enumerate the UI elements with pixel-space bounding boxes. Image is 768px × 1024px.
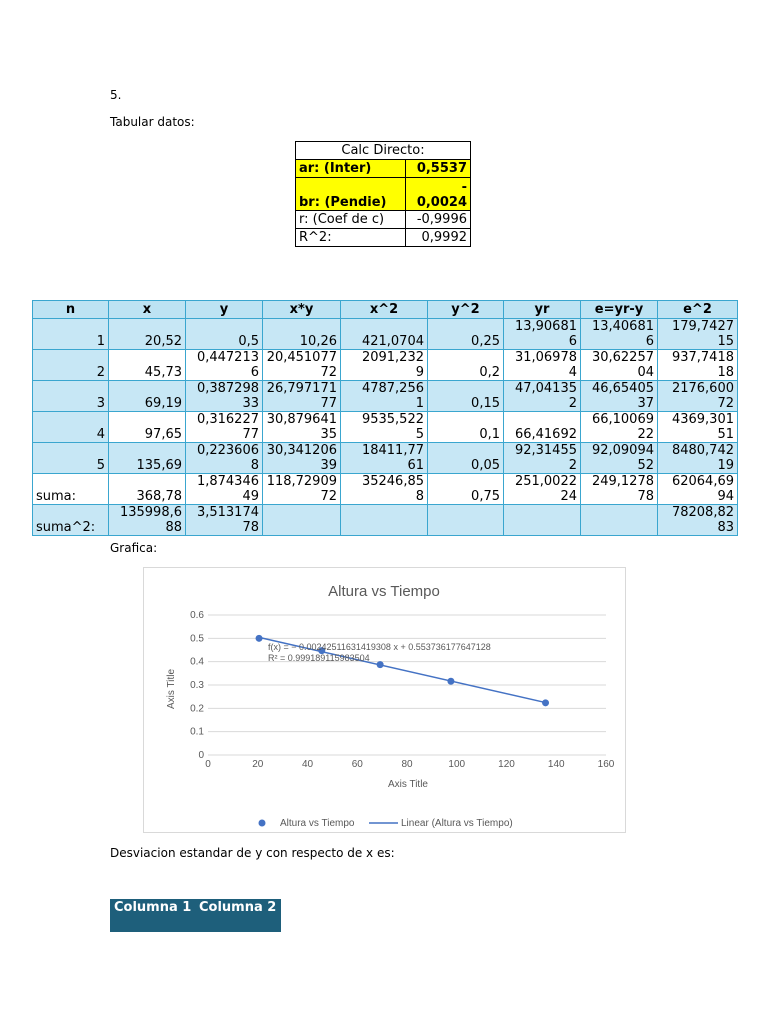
cell: 4369,301 51 xyxy=(658,412,738,443)
cell: 66,41692 xyxy=(504,412,581,443)
table-row xyxy=(33,443,738,474)
y-tick-label: 0 xyxy=(198,750,204,761)
calc-directo-table xyxy=(295,141,471,247)
x-tick-label: 80 xyxy=(401,759,413,770)
cell: 0,387298 33 xyxy=(186,381,263,412)
y-tick-label: 0.1 xyxy=(190,726,204,738)
cell: 30,62257 04 xyxy=(581,350,658,381)
cell: 1 xyxy=(33,319,109,350)
column-2-header: Columna 2 xyxy=(196,900,281,932)
table-row-suma xyxy=(33,474,738,505)
x-tick-label: 140 xyxy=(547,759,565,770)
cell: 0,75 xyxy=(428,474,504,505)
y-tick-label: 0.6 xyxy=(190,610,204,621)
cell: suma^2: xyxy=(33,505,109,536)
cell: 18411,77 61 xyxy=(341,443,428,474)
chart-gridlines xyxy=(208,615,606,755)
x-tick-label: 60 xyxy=(351,759,363,770)
calc-value-pendie-sign: - xyxy=(461,180,467,195)
data-point xyxy=(256,635,263,642)
cell: 179,7427 15 xyxy=(658,319,738,350)
cell xyxy=(581,505,658,536)
grafica-label: Grafica: xyxy=(110,541,158,555)
cell: 1,874346 49 xyxy=(186,474,263,505)
cell: 135998,6 88 xyxy=(109,505,186,536)
cell: 46,65405 37 xyxy=(581,381,658,412)
table-row xyxy=(33,350,738,381)
cell: 118,72909 72 xyxy=(263,474,341,505)
cell: 78208,82 83 xyxy=(658,505,738,536)
calc-label-pendie: br: (Pendie) xyxy=(296,178,406,211)
cell: 8480,742 19 xyxy=(658,443,738,474)
x-tick-label: 20 xyxy=(252,759,264,770)
y-tick-label: 0.4 xyxy=(190,656,204,668)
col-header-e: e=yr-y xyxy=(581,301,658,319)
data-point xyxy=(447,678,454,685)
chart-y-ticks xyxy=(190,610,204,761)
cell: 4 xyxy=(33,412,109,443)
cell: 9535,522 5 xyxy=(341,412,428,443)
cell: 937,7418 18 xyxy=(658,350,738,381)
x-tick-label: 100 xyxy=(448,759,466,770)
cell: 135,69 xyxy=(109,443,186,474)
cell: 0,25 xyxy=(428,319,504,350)
calc-value-r: -0,9996 xyxy=(406,211,471,229)
chart-x-ticks xyxy=(205,759,615,770)
cell: 26,797171 77 xyxy=(263,381,341,412)
x-axis-title: Axis Title xyxy=(387,779,429,790)
col-header-yr: yr xyxy=(504,301,581,319)
table-row-suma2 xyxy=(33,505,738,536)
y-tick-label: 0.5 xyxy=(190,633,204,645)
column-1-header: Columna 1 xyxy=(111,900,196,932)
tabular-label: Tabular datos: xyxy=(110,115,195,129)
calc-value-pendie xyxy=(406,178,471,211)
desviacion-label: Desviacion estandar de y con respecto de x es: xyxy=(110,846,395,860)
legend-series-name: Altura vs Tiempo xyxy=(280,818,355,829)
cell: 92,09094 52 xyxy=(581,443,658,474)
y-tick-label: 0.3 xyxy=(190,680,204,691)
cell xyxy=(504,505,581,536)
columns-table xyxy=(110,899,281,932)
calc-value-inter: 0,5537 xyxy=(406,160,471,178)
table-row xyxy=(33,381,738,412)
trend-equation: f(x) = − 0.00242511631419308 x + 0.553736177647128 xyxy=(268,642,491,652)
cell: 0,316227 77 xyxy=(186,412,263,443)
col-header-x: x xyxy=(109,301,186,319)
chart-title: Altura vs Tiempo xyxy=(328,583,440,600)
cell: 62064,69 94 xyxy=(658,474,738,505)
table-header-row xyxy=(33,301,738,319)
cell: 45,73 xyxy=(109,350,186,381)
x-tick-label: 120 xyxy=(498,759,515,770)
item-number: 5. xyxy=(110,88,122,102)
cell: 5 xyxy=(33,443,109,474)
calc-title: Calc Directo: xyxy=(296,142,471,160)
data-point xyxy=(542,699,549,706)
cell: 0,447213 6 xyxy=(186,350,263,381)
cell: 31,06978 4 xyxy=(504,350,581,381)
col-header-x2: x^2 xyxy=(341,301,428,319)
cell: 13,90681 6 xyxy=(504,319,581,350)
col-header-n: n xyxy=(33,301,109,319)
cell: 0,1 xyxy=(428,412,504,443)
cell: 2091,232 9 xyxy=(341,350,428,381)
cell: 20,52 xyxy=(109,319,186,350)
cell: 0,2 xyxy=(428,350,504,381)
cell: 368,78 xyxy=(109,474,186,505)
calc-label-r: r: (Coef de c) xyxy=(296,211,406,229)
cell: 421,0704 xyxy=(341,319,428,350)
cell: 3,513174 78 xyxy=(186,505,263,536)
col-header-y2: y^2 xyxy=(428,301,504,319)
scatter-chart xyxy=(144,568,625,832)
cell: 2 xyxy=(33,350,109,381)
cell: 251,0022 24 xyxy=(504,474,581,505)
cell: 0,223606 8 xyxy=(186,443,263,474)
cell: 2176,600 72 xyxy=(658,381,738,412)
col-header-e2: e^2 xyxy=(658,301,738,319)
cell: 13,40681 6 xyxy=(581,319,658,350)
legend-marker-icon xyxy=(259,820,266,827)
col-header-xy: x*y xyxy=(263,301,341,319)
cell: suma: xyxy=(33,474,109,505)
x-tick-label: 0 xyxy=(205,759,211,770)
calc-value-r2: 0,9992 xyxy=(406,229,471,247)
trend-r2: R² = 0.999189115983504 xyxy=(268,653,370,663)
cell xyxy=(263,505,341,536)
cell: 0,15 xyxy=(428,381,504,412)
cell: 0,5 xyxy=(186,319,263,350)
y-axis-title: Axis Title xyxy=(166,668,177,710)
cell: 30,879641 35 xyxy=(263,412,341,443)
calc-value-pendie-num: 0,0024 xyxy=(416,195,467,210)
cell xyxy=(428,505,504,536)
chart-container xyxy=(143,567,626,833)
data-table xyxy=(32,300,738,536)
cell: 97,65 xyxy=(109,412,186,443)
cell xyxy=(341,505,428,536)
cell: 92,31455 2 xyxy=(504,443,581,474)
calc-label-inter: ar: (Inter) xyxy=(296,160,406,178)
cell: 30,341206 39 xyxy=(263,443,341,474)
col-header-y: y xyxy=(186,301,263,319)
cell: 249,1278 78 xyxy=(581,474,658,505)
cell: 69,19 xyxy=(109,381,186,412)
cell: 0,05 xyxy=(428,443,504,474)
cell: 66,10069 22 xyxy=(581,412,658,443)
y-tick-label: 0.2 xyxy=(190,703,204,715)
cell: 20,451077 72 xyxy=(263,350,341,381)
data-point xyxy=(377,661,384,668)
x-tick-label: 160 xyxy=(597,759,615,770)
cell: 47,04135 2 xyxy=(504,381,581,412)
legend-trend-name: Linear (Altura vs Tiempo) xyxy=(401,818,513,829)
calc-label-r2: R^2: xyxy=(296,229,406,247)
cell: 35246,85 8 xyxy=(341,474,428,505)
table-row xyxy=(33,412,738,443)
x-tick-label: 40 xyxy=(301,759,314,770)
cell: 4787,256 1 xyxy=(341,381,428,412)
cell: 3 xyxy=(33,381,109,412)
table-row xyxy=(33,319,738,350)
chart-legend xyxy=(259,818,513,829)
cell: 10,26 xyxy=(263,319,341,350)
